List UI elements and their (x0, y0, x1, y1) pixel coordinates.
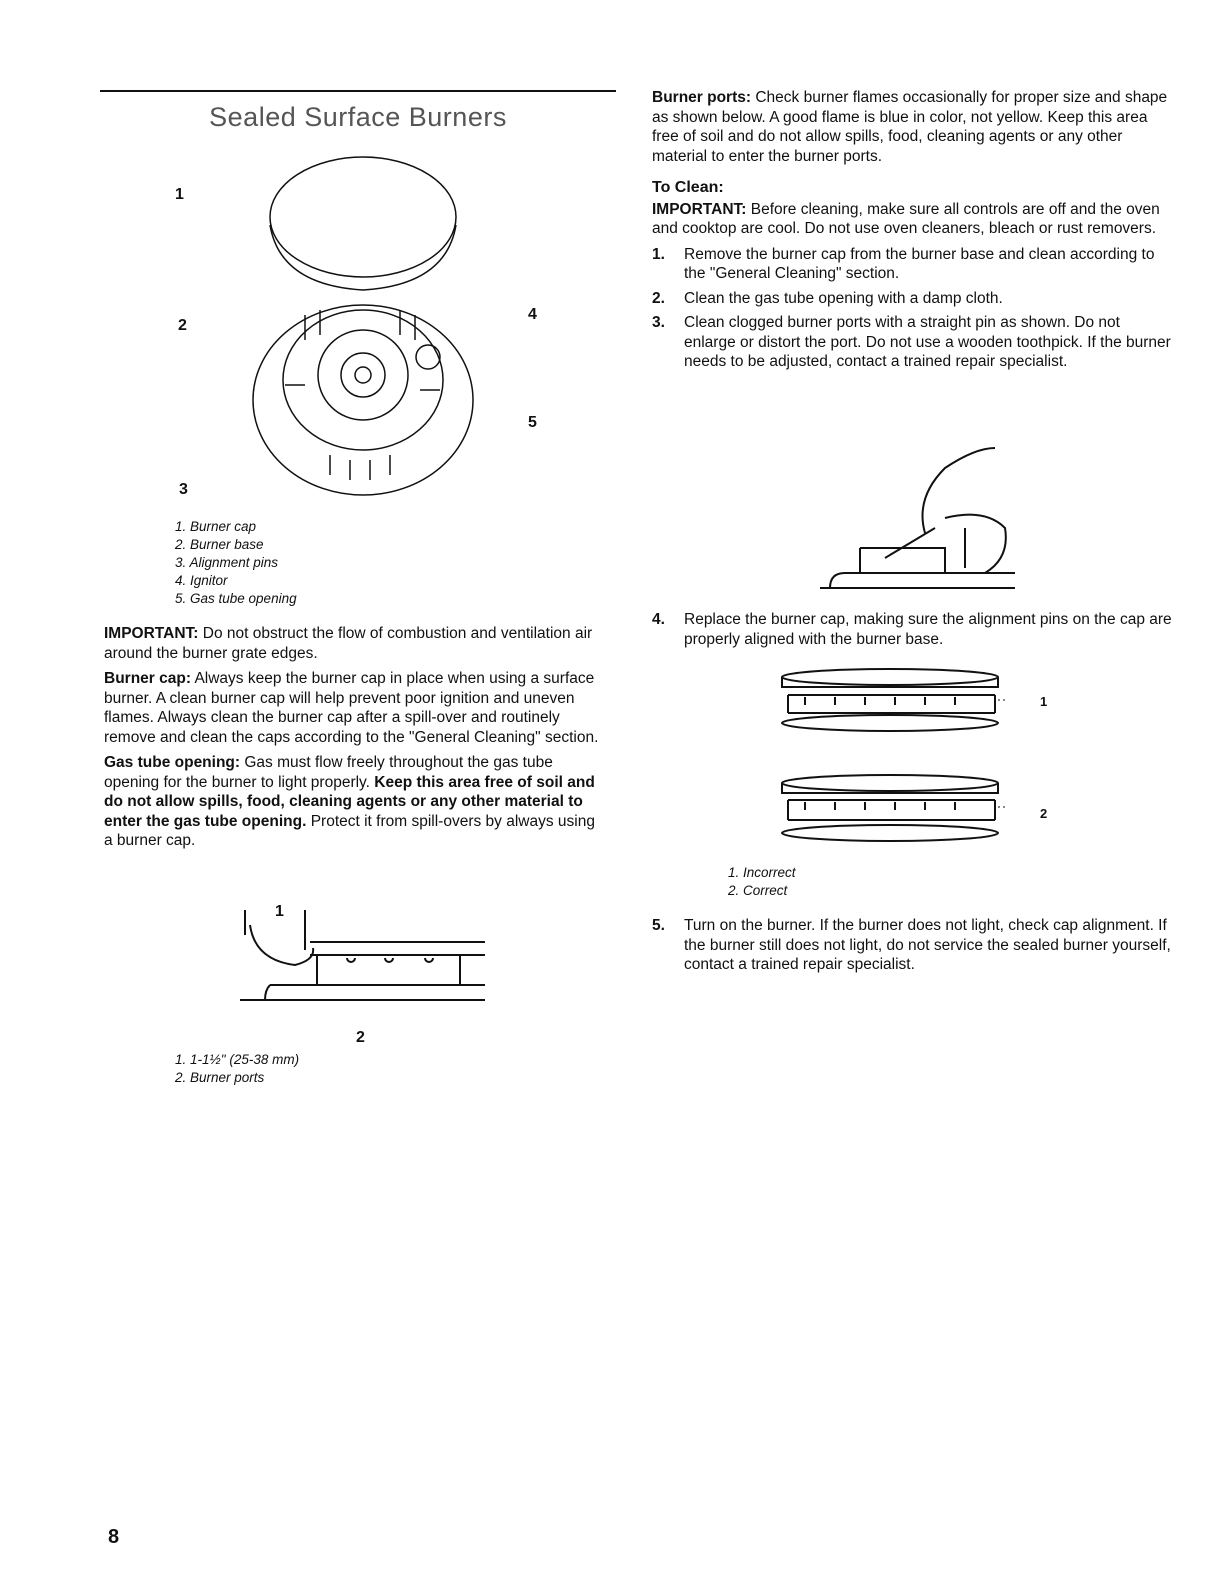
step: 2. Clean the gas tube opening with a damp cloth. (652, 289, 1003, 307)
cap-alignment-illustration (780, 665, 1005, 855)
figure2-legend (175, 1051, 299, 1087)
page-title: Sealed Surface Burners (209, 102, 507, 132)
cleaning-steps (652, 245, 1172, 372)
step-5-block (652, 916, 1172, 980)
header-rule (100, 90, 616, 92)
step: 4. Replace the burner cap, making sure the alignment pins on the cap are properly aligned with the burner base. (652, 611, 1172, 648)
callout-2: 2 (178, 317, 187, 334)
callout-5: 5 (528, 414, 537, 431)
step: 3. Clean clogged burner ports with a straight pin as shown. Do not enlarge or distort the port. Do not use a wooden toothpick. If the burner needs to be adjusted, contact a trained repair specialist. (652, 314, 1171, 370)
step: 1. Remove the burner cap from the burner base and clean according to the "General Cleaning" section. (652, 245, 1155, 282)
step-4-block (652, 610, 1172, 654)
callout-3: 3 (179, 481, 188, 498)
legend-item: 1. Incorrect (728, 865, 796, 880)
legend-item: 1. 1-1½" (25-38 mm) (175, 1052, 300, 1067)
legend-item: 4. Ignitor (175, 573, 228, 588)
figure3-legend (728, 864, 796, 900)
right-column-top (652, 88, 1172, 377)
flame-clearance-illustration (235, 900, 495, 1030)
legend-item: 3. Alignment pins (175, 555, 279, 570)
legend-item: 5. Gas tube opening (175, 591, 297, 606)
callout-1-dimension: 1 (275, 903, 284, 920)
step: 5. Turn on the burner. If the burner does not light, check cap alignment. If the burner still does not light, do not service the sealed burner yourself, contact a trained repair specialist. (652, 917, 1171, 973)
legend-item: 2. Correct (728, 883, 788, 898)
callout-incorrect: 1 (1040, 694, 1048, 709)
legend-item: 1. Burner cap (175, 519, 257, 534)
burner-ports-paragraph: Burner ports: Check burner flames occasionally for proper size and shape as shown below. A good flame is blue in color, not yellow. Keep this area free of soil and do not allow spills, food, cleaning agents or any other material to enter the burner ports. (652, 89, 1168, 165)
burner-cap-paragraph: Burner cap: Always keep the burner cap in place when using a surface burner. A clean burner cap will help prevent poor ignition and uneven flames. Always clean the burner cap after a spill-over and routinely remove and clean the caps according to the "General Cleaning" section. (104, 670, 599, 746)
cleaning-important: IMPORTANT: Before cleaning, make sure all controls are off and the oven and cooktop are cool. Do not use oven cleaners, bleach or rust removers. (652, 200, 1160, 237)
callout-2-ports: 2 (356, 1029, 365, 1046)
left-column-text (104, 624, 604, 857)
page-number: 8 (108, 1526, 120, 1548)
callout-1: 1 (175, 186, 184, 203)
callout-4: 4 (528, 306, 537, 323)
callout-correct: 2 (1040, 806, 1048, 821)
burner-assembly-illustration (250, 155, 490, 505)
to-clean-heading: To Clean: (652, 179, 724, 196)
legend-item: 2. Burner base (175, 537, 264, 552)
pin-cleaning-illustration (815, 438, 1025, 593)
gas-tube-paragraph: Gas tube opening: Gas must flow freely throughout the gas tube opening for the burner to light properly. Keep this area free of soil and do not allow spills, food, cleaning agents or any other material to enter the gas tube opening. Protect it from spill-overs by always using a burner cap. (104, 754, 595, 849)
figure1-legend (175, 518, 297, 608)
legend-item: 2. Burner ports (175, 1070, 265, 1085)
important-paragraph: IMPORTANT: Do not obstruct the flow of combustion and ventilation air around the burner grate edges. (104, 625, 593, 662)
